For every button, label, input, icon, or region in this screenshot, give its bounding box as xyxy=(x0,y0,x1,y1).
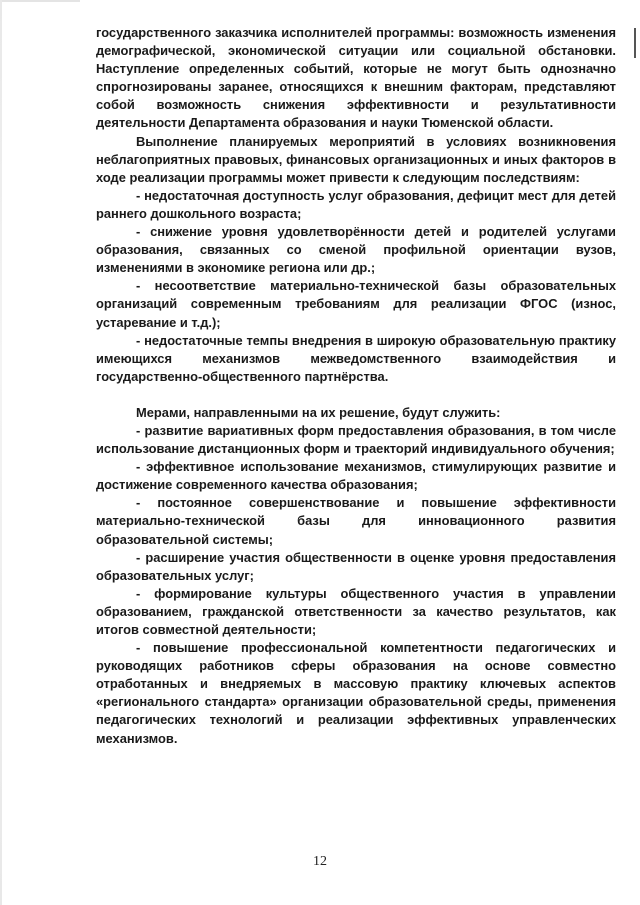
measure-item: - расширение участия общественности в оценке уровня предоставления образовательных услуг; xyxy=(96,549,616,583)
scan-edge-mark xyxy=(634,28,636,58)
scan-edge-shadow xyxy=(0,0,2,905)
paragraph-risk-context: государственного заказчика исполнителей программы: возможность изменения демографической, экономической ситуации или социальной обстановки. Наступление определенных событий, которые не могут быть однозначно спрогнозированы заранее, относящихся к внешним факторам, представляют собой возможность снижения эффективности и результативности деятельности Департамента образования и науки Тюменской области. xyxy=(96,25,616,131)
document-body xyxy=(96,24,616,748)
paragraph-gap xyxy=(96,386,616,404)
risk-item: - снижение уровня удовлетворённости детей и родителей услугами образования, связанных со сменой профильной ориентации вузов, изменениями в экономике региона или др.; xyxy=(96,224,616,276)
measures-heading-line xyxy=(96,404,616,422)
risk-item: - недостаточные темпы внедрения в широкую образовательную практику имеющихся механизмов межведомственного взаимодействия и государственно-общественного партнёрства. xyxy=(96,332,616,384)
scan-edge-mark xyxy=(0,0,80,2)
measures-heading: Мерами, направленными на их решение xyxy=(136,404,395,420)
risk-item: - недостаточная доступность услуг образования, дефицит мест для детей раннего дошкольного возраста; xyxy=(96,187,616,221)
page-number: 12 xyxy=(313,854,327,869)
measure-item: - развитие вариативных форм предоставления образования, в том числе использование дистанционных форм и траекторий индивидуального обучения; xyxy=(96,422,616,457)
measure-item: - формирование культуры общественного участия в управлении образованием, гражданской ответственности за качество результатов, как итогов совместной деятельности; xyxy=(96,585,616,637)
paragraph-consequences-intro: Выполнение планируемых мероприятий в условиях возникновения неблагоприятных правовых, финансовых организационных и иных факторов в ходе реализации программы может привести к следующим последствиям: xyxy=(96,133,616,185)
measure-item: - постоянное совершенствование и повышение эффективности материально-технической базы для инновационного развития образовательной системы; xyxy=(96,495,616,547)
measure-item: - эффективное использование механизмов, стимулирующих развитие и достижение современного качества образования; xyxy=(96,459,616,493)
risk-item: - несоответствие материально-технической базы образовательных организаций современным требованиям для реализации ФГОС (износ, устаревание и т.д.); xyxy=(96,278,616,330)
measures-heading-tail: , будут служить: xyxy=(394,404,501,420)
measure-item: - повышение профессиональной компетентности педагогических и руководящих работников сферы образования на основе совместно отработанных и внедряемых в массовую практику ключевых аспектов «регионального стандарта» организации образовательной среды, применения педагогических технологий и реализации эффективных управленческих механизмов. xyxy=(96,640,616,746)
